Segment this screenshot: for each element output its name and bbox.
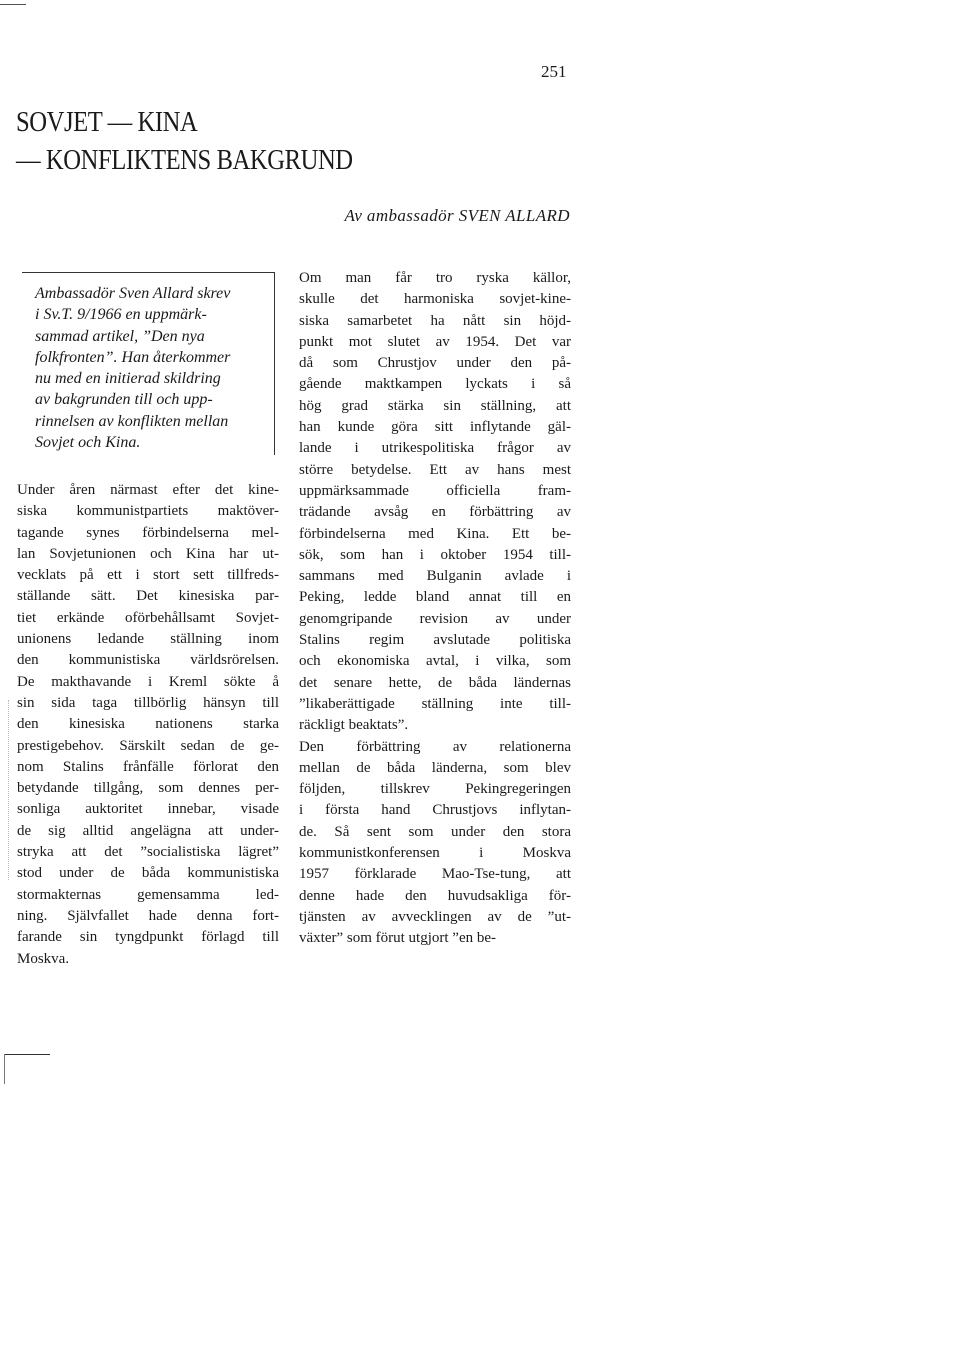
body-text-line: Den förbättring av relationerna — [299, 738, 571, 755]
body-text-line: De makthavande i Kreml sökte å — [17, 673, 279, 690]
body-text-line: nom Stalins frånfälle förlorat den — [17, 758, 279, 775]
body-text-line: då som Chrustjov under den på- — [299, 355, 571, 372]
abstract-line: sammad artikel, ”Den nya — [35, 327, 205, 345]
body-text-line: 1957 förklarade Mao-Tse-tung, att — [299, 866, 571, 883]
body-text-line: tiet erkände oförbehållsamt Sovjet- — [17, 609, 279, 626]
title-line-1: SOVJET — KINA — [16, 107, 198, 138]
body-text-line: den kommunistiska världsrörelsen. — [17, 652, 279, 669]
body-text-line: det senare hette, de båda ländernas — [299, 674, 571, 691]
body-text-line: skulle det harmoniska sovjet-kine- — [299, 291, 571, 308]
body-text-line: mellan de båda länderna, som blev — [299, 759, 571, 776]
body-text-line: stod under de båda kommunistiska — [17, 865, 279, 882]
body-text-line: denne hade den huvudsakliga för- — [299, 887, 571, 904]
body-text-line: gående maktkampen lyckats i så — [299, 376, 571, 393]
body-text-line: siska samarbetet ha nått sin höjd- — [299, 312, 571, 329]
body-text-line: Under åren närmast efter det kine- — [17, 482, 279, 498]
abstract-line: Ambassadör Sven Allard skrev — [35, 285, 231, 302]
body-text-line: kommunistkonferensen i Moskva — [299, 845, 571, 862]
title-line-2: — KONFLIKTENS BAKGRUND — [16, 145, 353, 176]
body-text-line: genomgripande revision av under — [299, 610, 571, 627]
body-text-line: trädande avsåg en förbättring av — [299, 504, 571, 521]
body-text-line: stormakternas gemensamma led- — [17, 886, 279, 903]
body-text-line: ställande sätt. Det kinesiska par- — [17, 588, 279, 605]
body-text-line: siska kommunistpartiets maktöver- — [17, 503, 279, 520]
margin-speckle — [8, 700, 10, 880]
body-text-line: ”likaberättigade ställning inte till- — [299, 695, 571, 712]
body-text-line: och ekonomiska avtal, i vilka, som — [299, 653, 571, 670]
body-text-line: hög grad stärka sin ställning, att — [299, 397, 571, 414]
abstract-line: i Sv.T. 9/1966 en uppmärk- — [35, 306, 207, 324]
body-text-line: tjänsten av avvecklingen av de ”ut- — [299, 908, 571, 925]
abstract — [35, 283, 271, 453]
body-column-right — [299, 268, 573, 950]
crop-mark — [4, 1054, 50, 1055]
body-text-line: betydande tillgång, som dennes per- — [17, 780, 279, 797]
body-text-line: sin sida taga tillbörlig hänsyn till — [17, 694, 279, 711]
body-text-line: unionens ledande ställning inom — [17, 631, 279, 648]
body-text-line: större betydelse. Ett av hans mest — [299, 461, 571, 478]
body-text-line: sammans med Bulganin avlade i — [299, 568, 571, 585]
abstract-line: av bakgrunden till och upp- — [35, 391, 213, 409]
abstract-line: nu med en initierad skildring — [35, 370, 221, 388]
body-text-line: lande i utrikespolitiska frågor av — [299, 440, 571, 457]
body-text-line: Moskva. — [17, 950, 70, 967]
body-text-line: Stalins regim avslutade politiska — [299, 632, 571, 649]
body-text-line: vecklats på ett i stort sett tillfreds- — [17, 567, 279, 584]
scan-edge-mark — [0, 4, 26, 5]
body-text-line: i första hand Chrustjovs inflytan- — [299, 802, 571, 819]
body-text-line: sonliga auktoritet innebar, visade — [17, 801, 279, 818]
body-text-line: den kinesiska nationens starka — [17, 716, 279, 733]
body-text-line: räckligt beaktats”. — [299, 717, 409, 734]
byline: Av ambassadör SVEN ALLARD — [344, 206, 570, 225]
article-title — [16, 104, 353, 180]
body-text-line: förbindelserna med Kina. Ett be- — [299, 525, 571, 542]
body-text-line: farande sin tyngdpunkt förlagd till — [17, 929, 279, 946]
body-text-line: stryka att det ”socialistiska lägret” — [17, 844, 279, 861]
body-text-line: sök, som han i oktober 1954 till- — [299, 546, 571, 563]
abstract-line: Sovjet och Kina. — [35, 434, 141, 452]
abstract-line: folkfronten”. Han återkommer — [35, 348, 231, 366]
body-text-line: de. Så sent som under den stora — [299, 823, 571, 840]
body-text-line: prestigebehov. Särskilt sedan de ge- — [17, 737, 279, 754]
abstract-line: rinnelsen av konflikten mellan — [35, 412, 229, 430]
body-text-line: tagande synes förbindelserna mel- — [17, 524, 279, 541]
page-number: 251 — [541, 62, 567, 81]
body-text-line: Om man får tro ryska källor, — [299, 270, 571, 286]
body-text-line: punkt mot slutet av 1954. Det var — [299, 333, 571, 350]
body-text-line: han kunde göra sitt inflytande gäl- — [299, 419, 571, 436]
body-text-line: lan Sovjetunionen och Kina har ut- — [17, 545, 279, 562]
body-column-left — [17, 480, 279, 970]
body-text-line: ning. Självfallet hade denna fort- — [17, 907, 279, 924]
body-text-line: följden, tillskrev Pekingregeringen — [299, 781, 571, 798]
body-text-line: de sig alltid angelägna att under- — [17, 822, 279, 839]
body-text-line: Peking, ledde bland annat till en — [299, 589, 571, 606]
body-text-line: växter” som förut utgjort ”en be- — [299, 930, 497, 947]
crop-mark-vertical — [4, 1054, 5, 1084]
body-text-line: uppmärksammade officiella fram- — [299, 482, 571, 499]
